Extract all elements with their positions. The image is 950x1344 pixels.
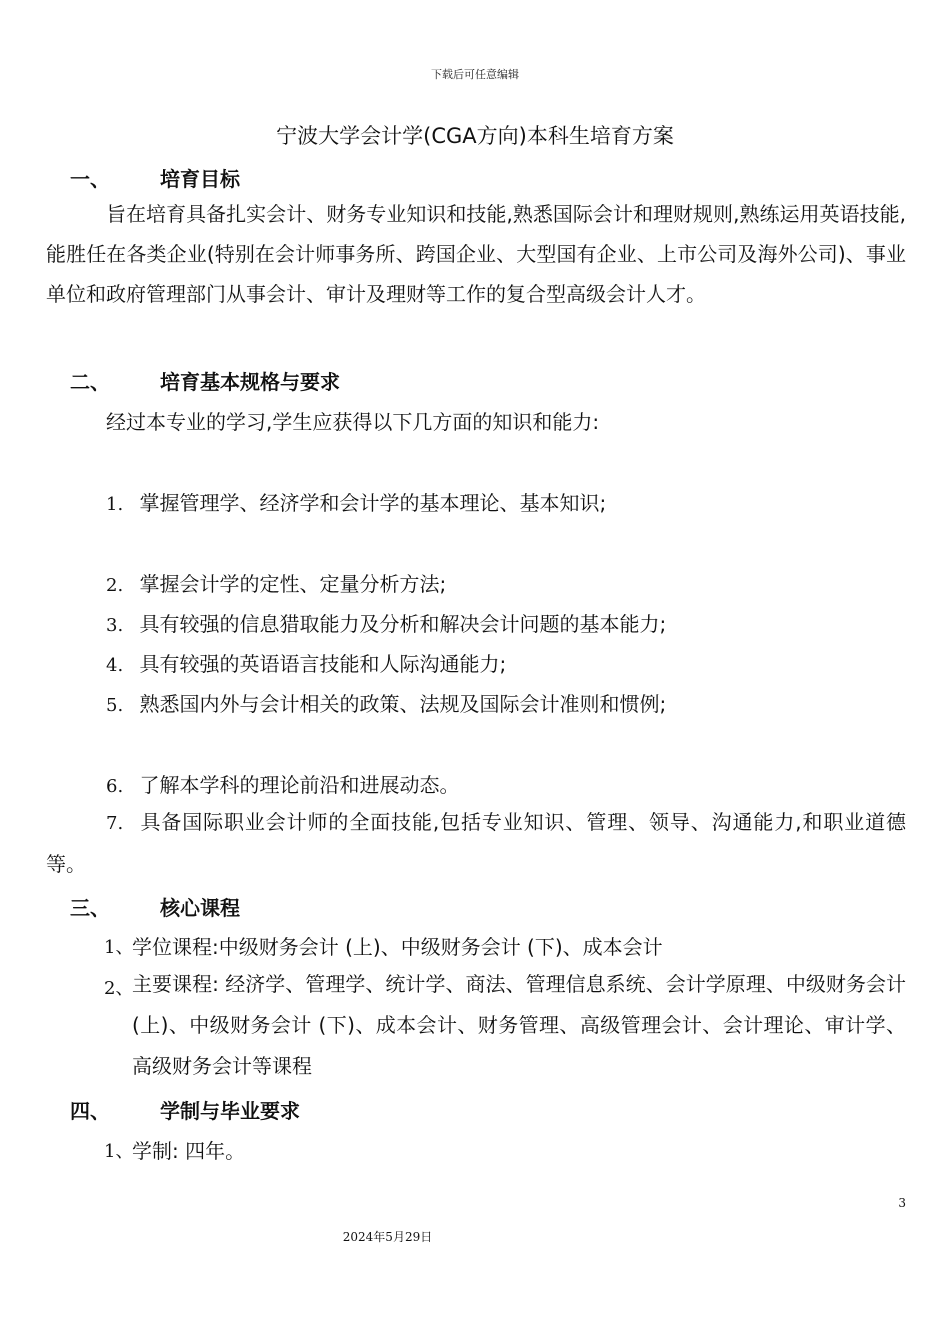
requirement-number: 6. <box>106 776 124 797</box>
requirement-text: 具备国际职业会计师的全面技能,包括专业知识、管理、领导、沟通能力,和职业道德等。 <box>46 810 906 876</box>
section-3-title: 核心课程 <box>160 896 240 920</box>
course-number: 1、 <box>104 937 134 958</box>
section-4-number: 四、 <box>70 1099 110 1123</box>
requirements-intro: 经过本专业的学习,学生应获得以下几方面的知识和能力: <box>106 410 600 434</box>
requirement-text: 掌握会计学的定性、定量分析方法; <box>139 572 447 596</box>
section-2-title: 培育基本规格与要求 <box>160 370 340 394</box>
section-1-title: 培育目标 <box>160 167 240 191</box>
requirement-number: 3. <box>106 615 124 636</box>
requirement-text: 了解本学科的理论前沿和进展动态。 <box>139 773 460 797</box>
duration-text: 学制: 四年。 <box>132 1139 246 1163</box>
footer-date: 2024年5月29日 <box>342 1230 433 1244</box>
section-1-number: 一、 <box>70 167 110 191</box>
section-3-number: 三、 <box>70 896 110 920</box>
requirement-number: 2. <box>106 575 124 596</box>
requirement-item <box>106 648 506 677</box>
requirement-item <box>106 568 446 597</box>
requirement-text: 具有较强的信息猎取能力及分析和解决会计问题的基本能力; <box>139 612 667 636</box>
duration-number: 1、 <box>104 1141 134 1162</box>
course-text: 学位课程:中级财务会计 (上)、中级财务会计 (下)、成本会计 <box>132 935 663 959</box>
goal-paragraph: 旨在培育具备扎实会计、财务专业知识和技能,熟悉国际会计和理财规则,熟练运用英语技能,能胜任在各类企业(特别在会计师事务所、跨国企业、大型国有企业、上市公司及海外公司)、事业单位和政府管理部门从事会计、审计及理财等工作的复合型高级会计人才。 <box>46 202 906 306</box>
requirement-text: 具有较强的英语语言技能和人际沟通能力; <box>139 652 507 676</box>
course-number: 2、 <box>104 978 134 999</box>
section-4-title: 学制与毕业要求 <box>160 1099 300 1123</box>
requirement-number: 5. <box>106 695 124 716</box>
requirement-number: 1. <box>106 494 124 515</box>
page-number: 3 <box>898 1196 906 1210</box>
section-2-number: 二、 <box>70 370 110 394</box>
requirement-item <box>106 608 666 637</box>
requirement-item <box>106 487 606 516</box>
requirement-number: 4. <box>106 655 124 676</box>
requirement-text: 掌握管理学、经济学和会计学的基本理论、基本知识; <box>139 491 607 515</box>
course-text: 主要课程: 经济学、管理学、统计学、商法、管理信息系统、会计学原理、中级财务会计 (上)、中级财务会计 (下)、成本会计、财务管理、高级管理会计、会计理论、审计学、高级财务会计等课程 <box>132 972 906 1078</box>
requirement-text: 熟悉国内外与会计相关的政策、法规及国际会计准则和惯例; <box>139 692 667 716</box>
document-title: 宁波大学会计学(CGA方向)本科生培育方案 <box>276 124 674 148</box>
requirement-item <box>106 688 666 717</box>
requirement-number: 7. <box>106 813 124 834</box>
requirement-item <box>106 769 460 798</box>
requirement-item <box>46 802 906 884</box>
page-header: 下载后可任意编辑 <box>431 68 519 81</box>
